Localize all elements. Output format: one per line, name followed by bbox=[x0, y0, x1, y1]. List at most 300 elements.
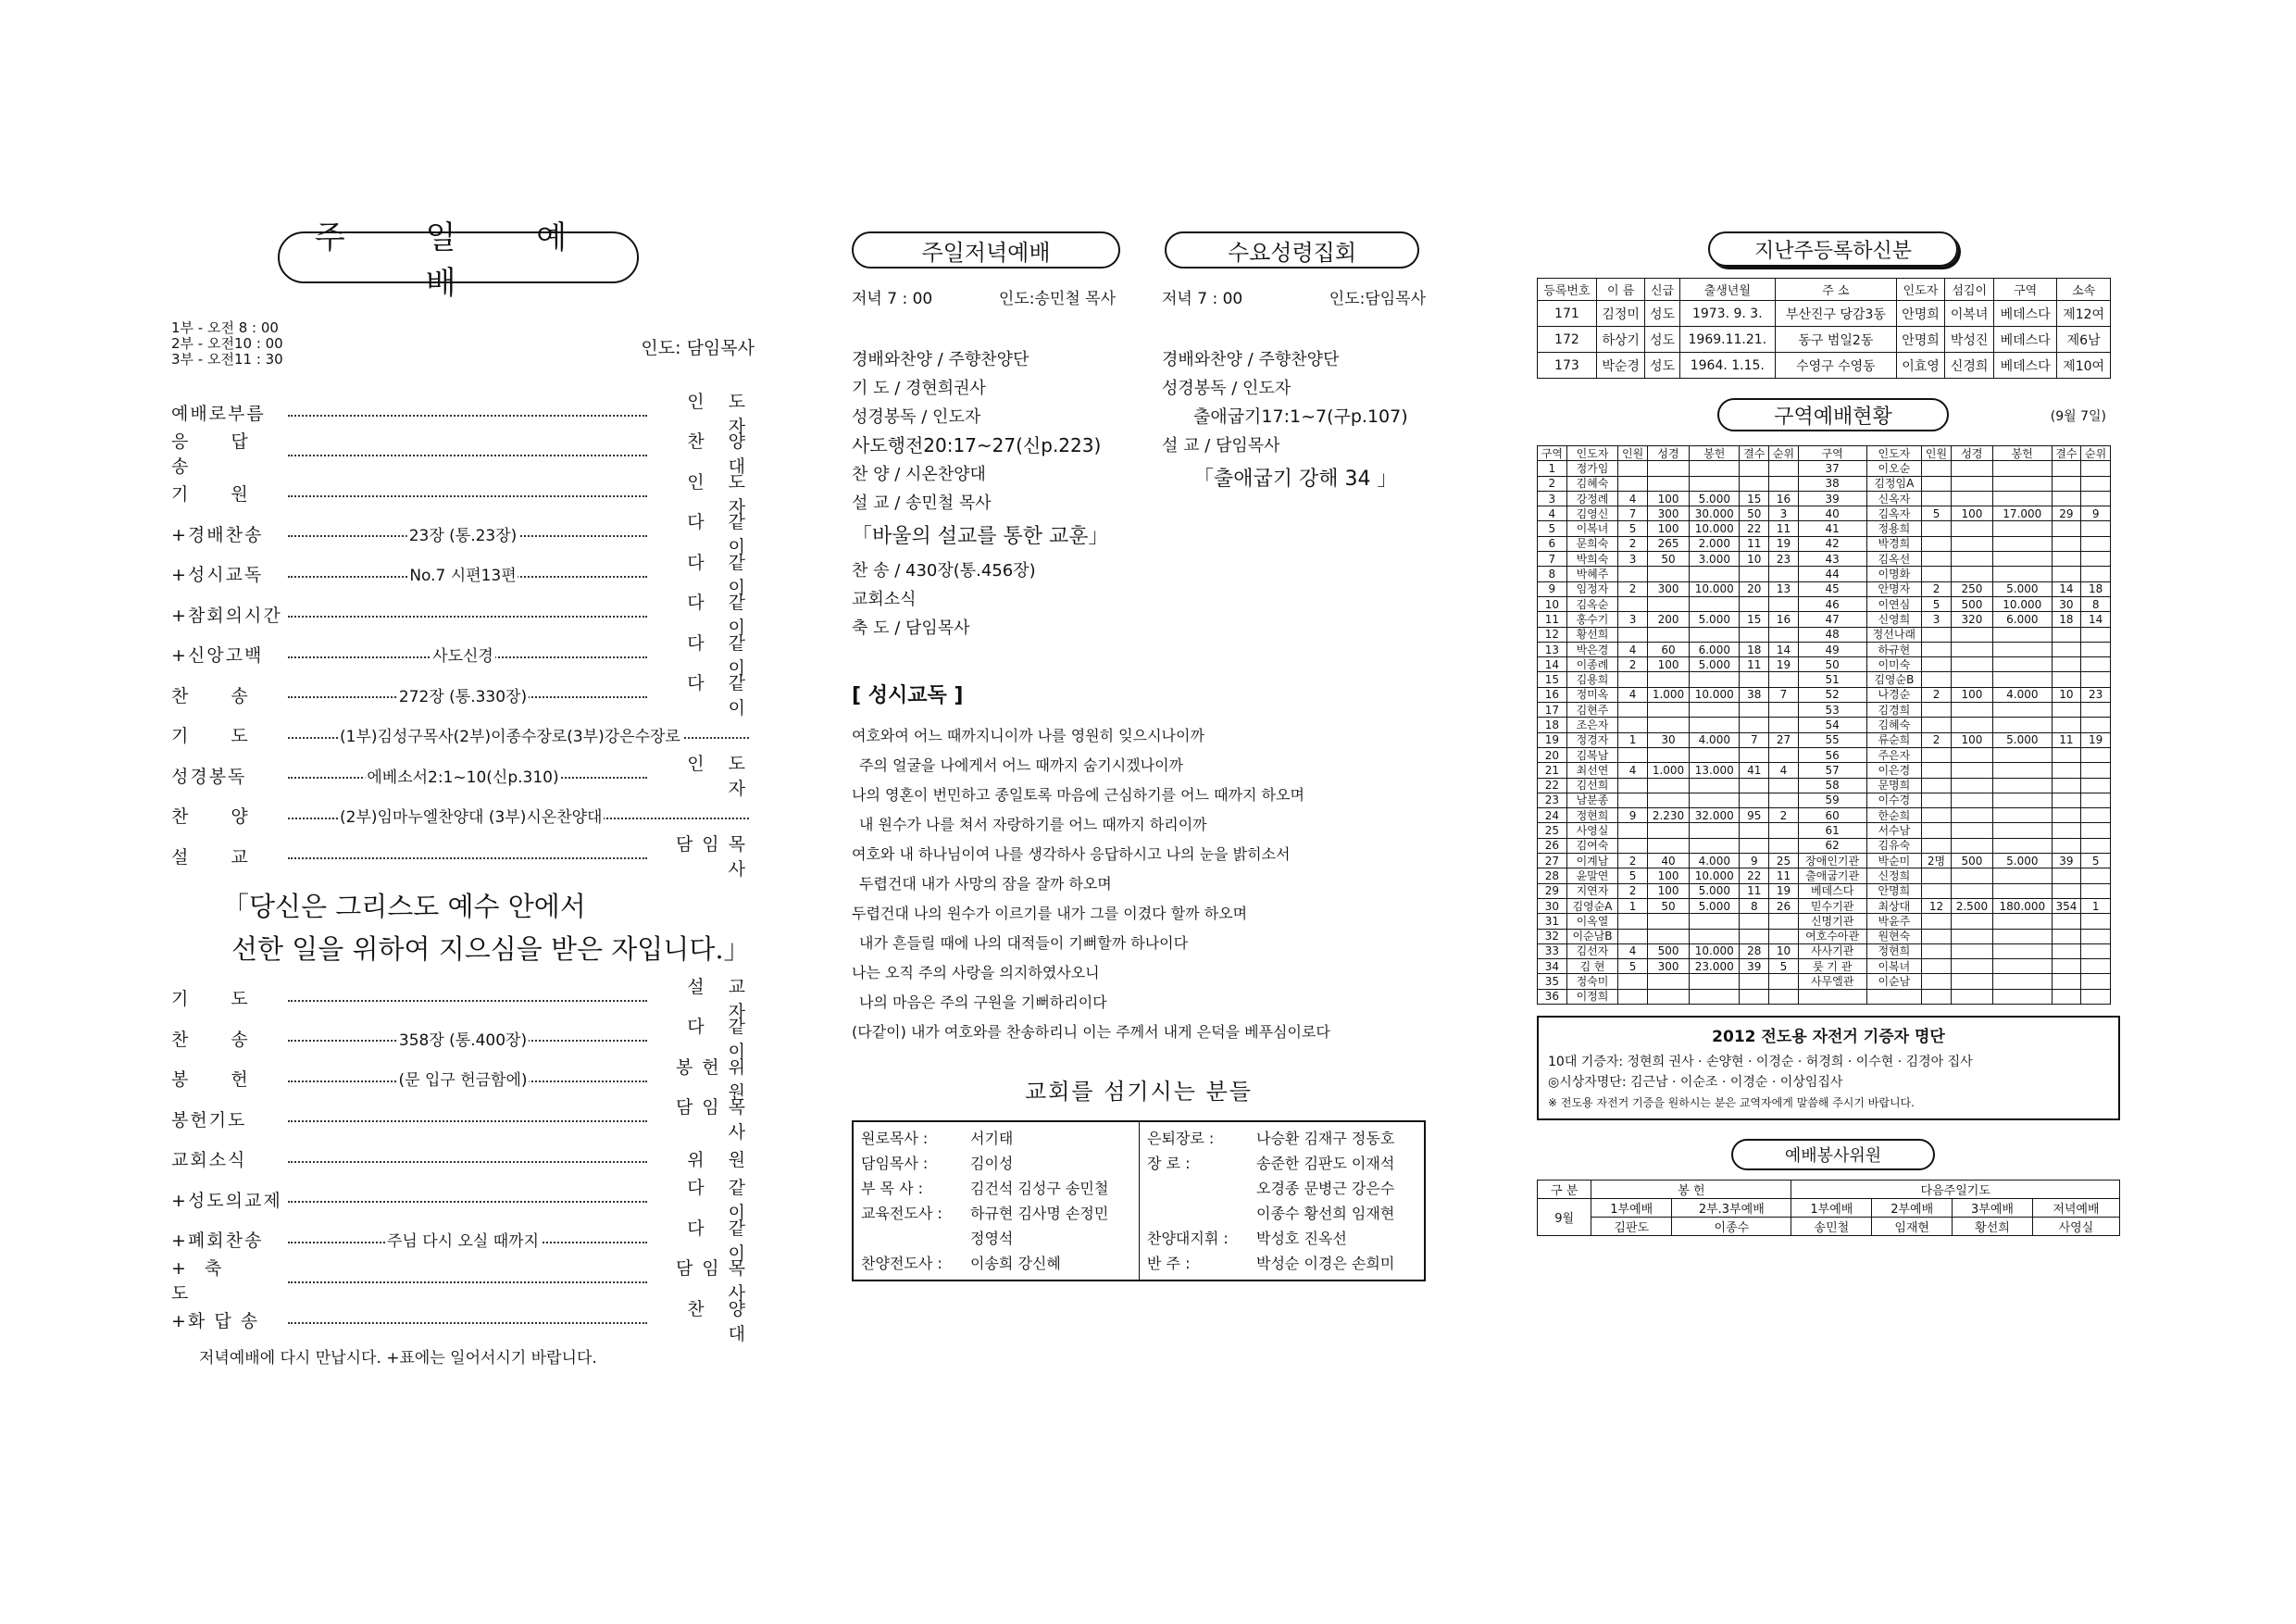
table-cell: 조은자 bbox=[1566, 718, 1618, 732]
table-cell: 서수남 bbox=[1866, 823, 1922, 838]
table-cell bbox=[1618, 793, 1648, 807]
table-cell: 6 bbox=[1538, 536, 1567, 551]
table-cell: 2 bbox=[1618, 536, 1648, 551]
table-cell bbox=[1951, 989, 1992, 1004]
table-cell: 3 bbox=[1618, 552, 1648, 567]
table-cell bbox=[1922, 657, 1952, 672]
table-cell: 45 bbox=[1798, 581, 1866, 596]
table-cell: 하규현 bbox=[1866, 642, 1922, 656]
staff-role: 찬양전도사 : bbox=[861, 1255, 942, 1272]
table-cell: 50 bbox=[1798, 657, 1866, 672]
table-cell bbox=[1647, 823, 1689, 838]
table-cell: 354 bbox=[2052, 898, 2081, 913]
table-cell: 이은경 bbox=[1866, 763, 1922, 778]
table-cell bbox=[1993, 914, 2053, 929]
table-cell bbox=[1647, 476, 1689, 491]
table-cell: 4 bbox=[1618, 491, 1648, 506]
table-cell bbox=[1993, 552, 2053, 567]
evening-line: 기 도 / 경현희권사 bbox=[852, 379, 986, 398]
new-members-header: 이 름 bbox=[1596, 279, 1645, 301]
order-row bbox=[171, 632, 755, 679]
order-responsible: 다 같 이 bbox=[687, 632, 755, 679]
table-cell bbox=[2052, 808, 2081, 823]
staff-title: 교회를 섬기시는 분들 bbox=[1025, 1079, 1253, 1105]
table-cell: 30.000 bbox=[1690, 506, 1740, 521]
table-cell: 50 bbox=[1740, 506, 1769, 521]
staff-names: 오경종 문병근 강은수 bbox=[1256, 1180, 1395, 1197]
table-cell: 100 bbox=[1647, 883, 1689, 898]
table-cell: 28 bbox=[1538, 868, 1567, 883]
table-cell: 13 bbox=[1769, 581, 1799, 596]
table-cell: 신옥자 bbox=[1866, 491, 1922, 506]
cell-worship-header: 봉헌 bbox=[1690, 446, 1740, 461]
table-row bbox=[1538, 732, 2111, 747]
table-cell: 1964. 1.15. bbox=[1679, 353, 1776, 379]
table-cell: 51 bbox=[1798, 672, 1866, 687]
table-cell: 제6남 bbox=[2057, 327, 2111, 353]
staff-row bbox=[861, 1126, 1131, 1151]
table-cell bbox=[1922, 763, 1952, 778]
table-cell bbox=[1769, 914, 1799, 929]
table-cell bbox=[2052, 959, 2081, 974]
table-cell: 27 bbox=[1769, 732, 1799, 747]
table-cell: 3 bbox=[1922, 612, 1952, 627]
order-row bbox=[171, 552, 755, 598]
table-cell: 14 bbox=[2081, 612, 2111, 627]
new-members-header: 주 소 bbox=[1776, 279, 1897, 301]
table-cell: 이순남 bbox=[1866, 974, 1922, 989]
table-cell bbox=[2081, 989, 2111, 1004]
table-cell: 2 bbox=[1618, 854, 1648, 868]
order-leader-dots bbox=[288, 1120, 647, 1122]
table-cell bbox=[1769, 929, 1799, 943]
table-cell: 김경희 bbox=[1866, 703, 1922, 718]
order-row bbox=[171, 1056, 755, 1103]
order-responsible: 다 같 이 bbox=[687, 552, 755, 598]
table-cell: 박성진 bbox=[1945, 327, 1994, 353]
table-cell: 한순희 bbox=[1866, 808, 1922, 823]
table-cell: 믿수기관 bbox=[1798, 898, 1866, 913]
order-row bbox=[171, 976, 755, 1022]
table-cell: 7 bbox=[1618, 506, 1648, 521]
table-cell: 9 bbox=[1538, 581, 1567, 596]
table-cell: 5.000 bbox=[1993, 732, 2053, 747]
table-cell: 1.000 bbox=[1647, 763, 1689, 778]
table-row bbox=[1538, 536, 2111, 551]
table-cell bbox=[2052, 672, 2081, 687]
table-cell: 30 bbox=[2052, 596, 2081, 611]
table-cell: 56 bbox=[1798, 747, 1866, 762]
table-cell: 문명희 bbox=[1866, 778, 1922, 793]
table-cell: 21 bbox=[1538, 763, 1567, 778]
order-row bbox=[171, 754, 755, 800]
order-row bbox=[171, 1258, 755, 1305]
order-detail: (문 입구 헌금함에) bbox=[396, 1067, 529, 1090]
table-cell bbox=[1647, 778, 1689, 793]
table-cell: 김혜숙 bbox=[1866, 718, 1922, 732]
table-cell: 100 bbox=[1647, 657, 1689, 672]
table-cell: 3 bbox=[1769, 506, 1799, 521]
staff-row bbox=[1147, 1151, 1416, 1176]
table-cell: 신영희 bbox=[1866, 612, 1922, 627]
table-cell: 32.000 bbox=[1690, 808, 1740, 823]
table-cell: 5 bbox=[1922, 596, 1952, 611]
table-cell: 성도 bbox=[1645, 353, 1679, 379]
table-cell: 김영순A bbox=[1566, 898, 1618, 913]
table-cell bbox=[1922, 552, 1952, 567]
order-detail: (1부)김성구목사(2부)이종수장로(3부)강은수장로 bbox=[338, 723, 682, 746]
order-row bbox=[171, 512, 755, 558]
table-cell bbox=[1993, 868, 2053, 883]
staff-right bbox=[1139, 1122, 1424, 1280]
table-cell: 320 bbox=[1951, 612, 1992, 627]
vol-sub: 저녁예배 bbox=[2032, 1198, 2119, 1217]
order-label: 봉헌기도 bbox=[171, 1109, 247, 1131]
order-responsible: 다 같 이 bbox=[687, 673, 755, 719]
table-cell: 이정희 bbox=[1566, 989, 1618, 1004]
table-cell: 7 bbox=[1740, 732, 1769, 747]
evening-leader: 인도:송민철 목사 bbox=[998, 290, 1116, 308]
table-cell: 김영신 bbox=[1566, 506, 1618, 521]
table-cell bbox=[1690, 703, 1740, 718]
table-cell: 11 bbox=[1740, 883, 1769, 898]
table-cell: 52 bbox=[1798, 687, 1866, 702]
table-cell: 박윤주 bbox=[1866, 914, 1922, 929]
table-cell bbox=[2052, 718, 2081, 732]
table-cell: 26 bbox=[1769, 898, 1799, 913]
table-cell: 출애굽기관 bbox=[1798, 868, 1866, 883]
table-cell bbox=[1951, 778, 1992, 793]
table-cell: 2 bbox=[1618, 883, 1648, 898]
order-label: +신앙고백 bbox=[171, 645, 264, 667]
cell-worship-header: 인도자 bbox=[1566, 446, 1618, 461]
table-cell: 20 bbox=[1740, 581, 1769, 596]
table-cell: 18 bbox=[2052, 612, 2081, 627]
table-cell: 홍수기 bbox=[1566, 612, 1618, 627]
staff-names: 김이성 bbox=[970, 1155, 1014, 1172]
order-row bbox=[171, 1178, 755, 1224]
table-cell: 10.000 bbox=[1993, 596, 2053, 611]
donor-title: 2012 전도용 자전거 기증자 명단 bbox=[1712, 1027, 1945, 1046]
table-cell bbox=[1618, 838, 1648, 853]
table-cell: 55 bbox=[1798, 732, 1866, 747]
table-cell: 박혜주 bbox=[1566, 567, 1618, 581]
order-label: 예배로부름 bbox=[171, 404, 266, 425]
table-cell bbox=[2081, 747, 2111, 762]
table-cell bbox=[1951, 914, 1992, 929]
evening-line: 성경봉독 / 인도자 bbox=[852, 407, 981, 427]
table-cell bbox=[1922, 959, 1952, 974]
table-cell bbox=[1922, 989, 1952, 1004]
table-cell: 베데스다 bbox=[1994, 301, 2057, 327]
table-row bbox=[1538, 552, 2111, 567]
table-cell: 22 bbox=[1538, 778, 1567, 793]
table-cell: 1 bbox=[1618, 732, 1648, 747]
table-cell bbox=[1993, 838, 2053, 853]
table-cell: 5 bbox=[1618, 521, 1648, 536]
table-cell bbox=[1922, 929, 1952, 943]
table-cell bbox=[1740, 989, 1769, 1004]
table-cell: 7 bbox=[1538, 552, 1567, 567]
table-cell bbox=[1647, 627, 1689, 642]
order-detail: 에베소서2:1~10(신p.310) bbox=[365, 764, 560, 787]
order-responsible: 인 도 자 bbox=[687, 754, 755, 800]
staff-role: 원로목사 : bbox=[861, 1130, 929, 1147]
table-row bbox=[1538, 854, 2111, 868]
table-cell: 500 bbox=[1951, 596, 1992, 611]
table-cell bbox=[1740, 823, 1769, 838]
table-cell: 정미옥 bbox=[1566, 687, 1618, 702]
vol-name: 사영실 bbox=[2032, 1217, 2119, 1235]
order-detail: 358장 (통.400장) bbox=[397, 1027, 529, 1050]
table-cell bbox=[1951, 718, 1992, 732]
table-cell bbox=[1951, 929, 1992, 943]
table-cell bbox=[2081, 718, 2111, 732]
table-cell bbox=[2081, 461, 2111, 476]
responsive-line: 나의 영혼이 번민하고 종일토록 마음에 근심하기를 어느 때까지 하오며 bbox=[852, 786, 1304, 804]
vol-name: 이종수 bbox=[1672, 1217, 1791, 1235]
table-cell: 김유숙 bbox=[1866, 838, 1922, 853]
vol-sub: 2부.3부예배 bbox=[1672, 1198, 1791, 1217]
table-cell bbox=[1993, 657, 2053, 672]
table-cell: 김 현 bbox=[1566, 959, 1618, 974]
order-responsible: 다 같 이 bbox=[687, 512, 755, 558]
staff-left bbox=[854, 1122, 1139, 1280]
table-cell bbox=[1951, 959, 1992, 974]
table-cell: 4 bbox=[1538, 506, 1567, 521]
table-cell: 13 bbox=[1538, 642, 1567, 656]
table-cell: 부산진구 당감3동 bbox=[1776, 301, 1897, 327]
new-members-header: 소속 bbox=[2057, 279, 2111, 301]
table-cell bbox=[1922, 823, 1952, 838]
table-cell: 7 bbox=[1769, 687, 1799, 702]
order-label: 찬 양 bbox=[171, 806, 267, 828]
order-label: 응 답 송 bbox=[171, 431, 267, 478]
table-cell: 2.500 bbox=[1951, 898, 1992, 913]
table-cell bbox=[1690, 672, 1740, 687]
table-cell: 2 bbox=[1922, 581, 1952, 596]
order-label: 교회소식 bbox=[171, 1150, 247, 1171]
table-cell: 37 bbox=[1798, 461, 1866, 476]
table-cell: 1973. 9. 3. bbox=[1679, 301, 1776, 327]
order-responsible: 찬 양 대 bbox=[687, 1298, 755, 1344]
order-detail: 272장 (통.330장) bbox=[397, 683, 529, 706]
cell-worship-header: 성경 bbox=[1647, 446, 1689, 461]
table-row bbox=[1538, 914, 2111, 929]
table-cell bbox=[2081, 793, 2111, 807]
table-cell bbox=[1740, 718, 1769, 732]
table-row bbox=[1538, 581, 2111, 596]
table-cell bbox=[1951, 552, 1992, 567]
order-label: +성도의교제 bbox=[171, 1190, 282, 1211]
responsive-line: 주의 얼굴을 나에게서 어느 때까지 숨기시겠나이까 bbox=[859, 756, 1184, 774]
table-cell bbox=[1951, 747, 1992, 762]
table-cell: 500 bbox=[1951, 854, 1992, 868]
service-times bbox=[171, 320, 755, 376]
table-cell bbox=[1690, 461, 1740, 476]
table-cell bbox=[1647, 793, 1689, 807]
table-cell: 300 bbox=[1647, 959, 1689, 974]
table-cell: 49 bbox=[1798, 642, 1866, 656]
table-cell: 44 bbox=[1798, 567, 1866, 581]
table-cell bbox=[1690, 823, 1740, 838]
table-cell bbox=[2081, 808, 2111, 823]
table-cell: 10 bbox=[1740, 552, 1769, 567]
table-cell: 10 bbox=[2052, 687, 2081, 702]
order-responsible: 담임목사 bbox=[675, 1097, 755, 1143]
table-cell bbox=[1951, 521, 1992, 536]
sermon-title bbox=[171, 885, 755, 970]
order-leader-dots bbox=[288, 495, 647, 497]
table-cell bbox=[2052, 642, 2081, 656]
table-cell bbox=[2081, 491, 2111, 506]
table-cell bbox=[1690, 793, 1740, 807]
table-cell: 27 bbox=[1538, 854, 1567, 868]
table-cell bbox=[1647, 838, 1689, 853]
table-cell bbox=[1951, 461, 1992, 476]
order-label: 찬 송 bbox=[171, 1029, 267, 1050]
table-cell bbox=[1993, 974, 2053, 989]
table-cell bbox=[2081, 763, 2111, 778]
table-cell: 김영순B bbox=[1866, 672, 1922, 687]
table-cell bbox=[1769, 627, 1799, 642]
volunteer-table bbox=[1537, 1180, 2120, 1236]
table-cell: 사영실 bbox=[1566, 823, 1618, 838]
responsive-line: (다같이) 내가 여호와를 찬송하리니 이는 주께서 내게 은덕을 베푸심이로다 bbox=[852, 1023, 1330, 1041]
table-cell: 안명희 bbox=[1896, 327, 1945, 353]
staff-row bbox=[861, 1176, 1131, 1201]
table-cell: 19 bbox=[1769, 657, 1799, 672]
table-cell: 22 bbox=[1740, 868, 1769, 883]
table-row bbox=[1538, 823, 2111, 838]
table-cell: 300 bbox=[1647, 506, 1689, 521]
table-cell bbox=[2052, 567, 2081, 581]
table-cell bbox=[2052, 974, 2081, 989]
table-cell: 5.000 bbox=[1690, 491, 1740, 506]
table-cell bbox=[2081, 868, 2111, 883]
table-cell: 47 bbox=[1798, 612, 1866, 627]
table-cell: 8 bbox=[1740, 898, 1769, 913]
table-cell bbox=[1922, 883, 1952, 898]
table-cell bbox=[1647, 929, 1689, 943]
table-cell: 이복녀 bbox=[1866, 959, 1922, 974]
table-cell bbox=[1769, 974, 1799, 989]
table-cell bbox=[2052, 989, 2081, 1004]
staff-role bbox=[861, 1226, 970, 1251]
table-cell: 23.000 bbox=[1690, 959, 1740, 974]
table-cell: 9 bbox=[1740, 854, 1769, 868]
vol-header-offering: 봉 헌 bbox=[1591, 1180, 1791, 1198]
cell-worship-header: 구역 bbox=[1798, 446, 1866, 461]
table-cell: 180.000 bbox=[1993, 898, 2053, 913]
table-cell bbox=[1951, 476, 1992, 491]
table-cell bbox=[1690, 929, 1740, 943]
table-cell: 50 bbox=[1647, 552, 1689, 567]
order-responsible: 위 원 bbox=[687, 1150, 755, 1171]
table-cell: 이종례 bbox=[1566, 657, 1618, 672]
evening-time: 저녁 7 : 00 bbox=[852, 290, 933, 308]
table-cell: 1 bbox=[1538, 461, 1567, 476]
table-cell bbox=[1922, 943, 1952, 958]
table-cell bbox=[1951, 763, 1992, 778]
order-label: +축 도 bbox=[171, 1258, 241, 1305]
table-cell: 정가임 bbox=[1566, 461, 1618, 476]
table-cell: 173 bbox=[1538, 353, 1597, 379]
table-cell: 12 bbox=[1922, 898, 1952, 913]
table-cell bbox=[1690, 974, 1740, 989]
cell-worship-header: 인원 bbox=[1922, 446, 1952, 461]
table-cell bbox=[1769, 838, 1799, 853]
staff-names: 이송희 강신혜 bbox=[970, 1255, 1061, 1272]
bicycle-donor-box bbox=[1537, 1016, 2120, 1120]
table-cell bbox=[1951, 868, 1992, 883]
table-cell bbox=[1740, 747, 1769, 762]
order-leader-dots bbox=[288, 1000, 647, 1002]
order-row bbox=[171, 1139, 755, 1180]
table-cell: 59 bbox=[1798, 793, 1866, 807]
vol-header-next-prayer: 다음주일기도 bbox=[1791, 1180, 2120, 1198]
staff-names: 서기태 bbox=[970, 1130, 1014, 1147]
table-cell bbox=[1690, 989, 1740, 1004]
vol-sub: 1부예배 bbox=[1591, 1198, 1672, 1217]
cell-worship-header: 구역 bbox=[1538, 446, 1567, 461]
wednesday-service bbox=[1162, 285, 1426, 643]
order-row bbox=[171, 593, 755, 639]
table-cell bbox=[1951, 974, 1992, 989]
table-row bbox=[1538, 491, 2111, 506]
table-cell bbox=[1740, 461, 1769, 476]
staff-row bbox=[861, 1151, 1131, 1176]
new-members-header: 섬김이 bbox=[1945, 279, 1994, 301]
table-cell: 12 bbox=[1538, 627, 1567, 642]
table-cell bbox=[1922, 703, 1952, 718]
table-cell: 2명 bbox=[1922, 854, 1952, 868]
cell-worship-header: 인원 bbox=[1618, 446, 1648, 461]
table-cell bbox=[1690, 747, 1740, 762]
table-cell: 정선나래 bbox=[1866, 627, 1922, 642]
table-cell: 이명화 bbox=[1866, 567, 1922, 581]
table-cell bbox=[1951, 808, 1992, 823]
table-cell: 황선희 bbox=[1566, 627, 1618, 642]
order-label: +경배찬송 bbox=[171, 524, 264, 545]
table-cell bbox=[1647, 718, 1689, 732]
table-cell: 신명기관 bbox=[1798, 914, 1866, 929]
table-row bbox=[1538, 301, 2111, 327]
table-row bbox=[1538, 596, 2111, 611]
order-label: 기 도 bbox=[171, 726, 267, 747]
table-cell: 1 bbox=[1618, 898, 1648, 913]
cell-worship-date: (9월 7일) bbox=[2050, 409, 2106, 424]
table-cell bbox=[1647, 567, 1689, 581]
table-cell bbox=[2052, 929, 2081, 943]
table-cell: 정용희 bbox=[1866, 521, 1922, 536]
vol-name: 김판도 bbox=[1591, 1217, 1672, 1235]
order-detail: 주님 다시 오실 때까지 bbox=[385, 1228, 541, 1251]
table-cell: 250 bbox=[1951, 581, 1992, 596]
vol-name: 황선희 bbox=[1953, 1217, 2033, 1235]
table-cell: 11 bbox=[2052, 732, 2081, 747]
staff-role: 교육전도사 : bbox=[861, 1205, 942, 1222]
table-cell bbox=[1922, 793, 1952, 807]
table-cell: 이복녀 bbox=[1945, 301, 1994, 327]
responsive-line: 나의 마음은 주의 구원을 기뻐하리이다 bbox=[859, 993, 1107, 1011]
evening-line: 교회소식 bbox=[852, 590, 917, 609]
table-cell bbox=[1951, 627, 1992, 642]
table-cell: 여호수아관 bbox=[1798, 929, 1866, 943]
table-cell: 54 bbox=[1798, 718, 1866, 732]
table-cell bbox=[2081, 943, 2111, 958]
table-cell: 신경희 bbox=[1945, 353, 1994, 379]
